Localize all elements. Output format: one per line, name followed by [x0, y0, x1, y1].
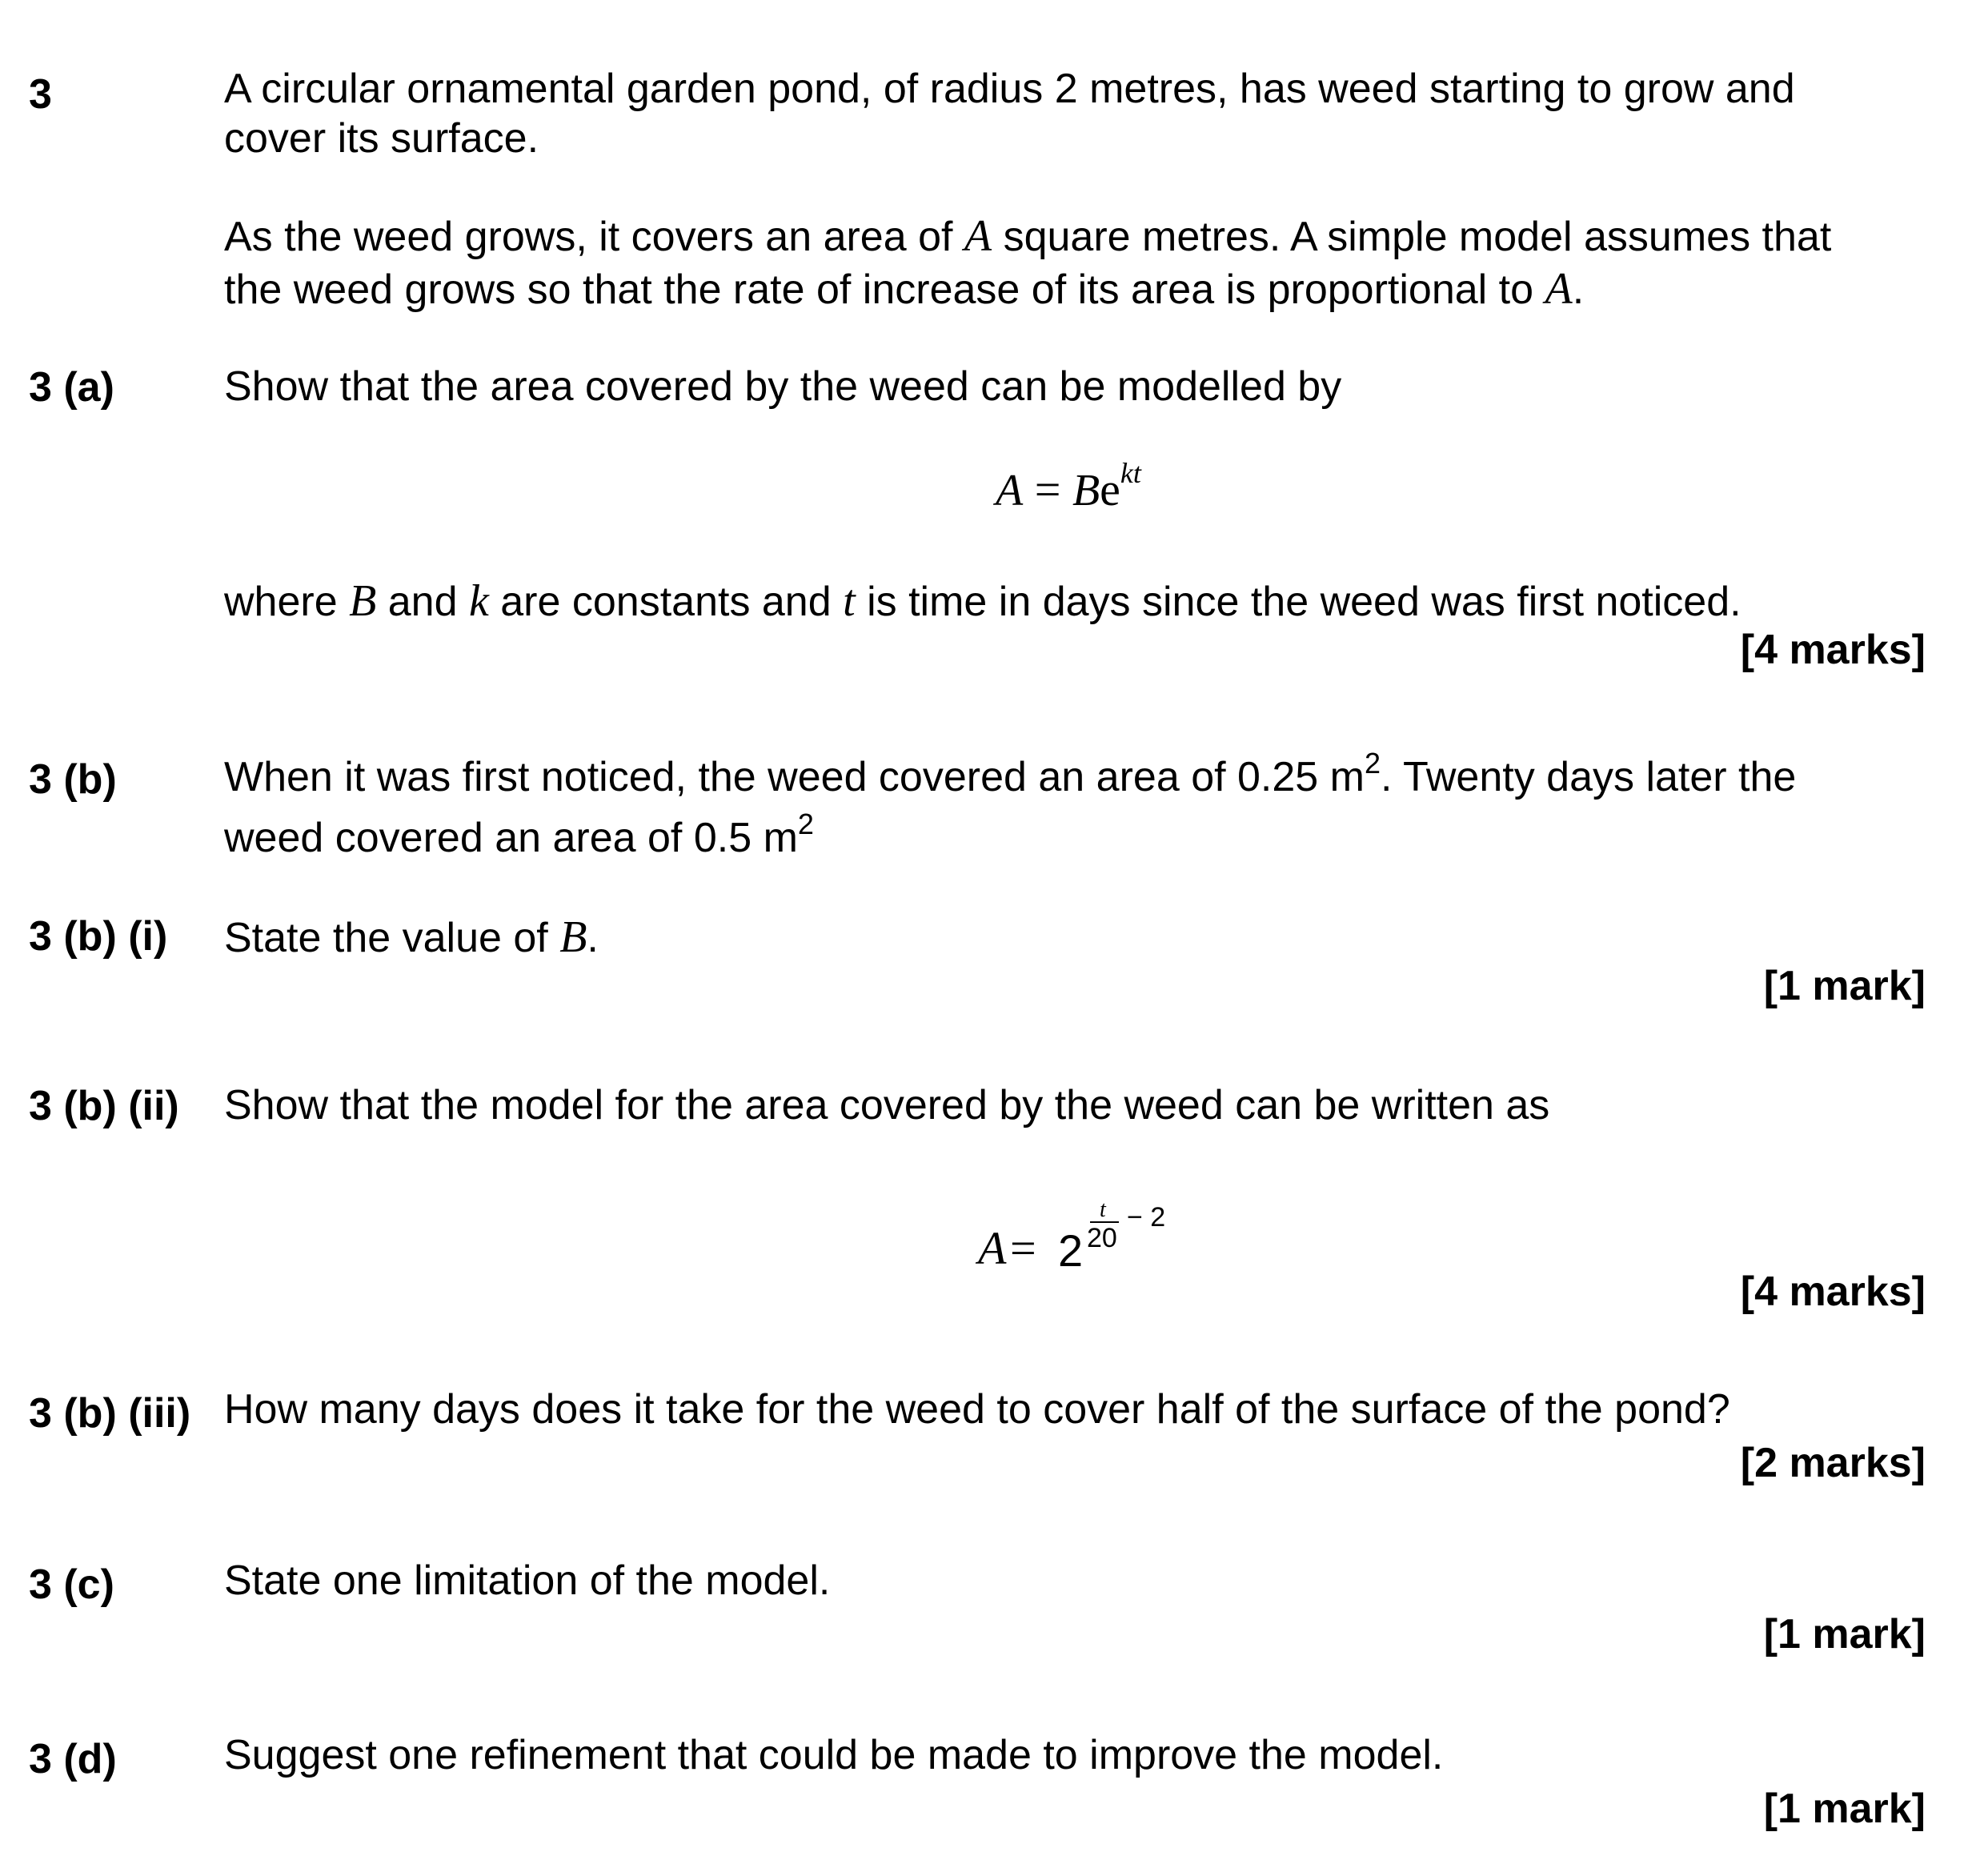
part-b-line-1: When it was first noticed, the weed covered an area of 0.25 $m^2$. Twenty days later the — [224, 747, 1797, 800]
part-bi-text: State the value of B. — [224, 912, 599, 962]
part-bii-marks: [4 marks] — [1740, 1269, 1926, 1315]
part-a-label: 3 (a) — [29, 364, 114, 411]
part-bi-label: 3 (b) (i) — [29, 913, 168, 960]
intro-line-2: cover its surface. — [224, 115, 539, 162]
part-d-label: 3 (d) — [29, 1736, 117, 1782]
question-number: 3 — [29, 71, 52, 118]
var-A: A — [1545, 264, 1573, 314]
part-bii-equation: A = 2 t 20 − 2 — [978, 1197, 1166, 1276]
var-A: A — [964, 211, 992, 261]
part-c-label: 3 (c) — [29, 1561, 114, 1608]
part-b-label: 3 (b) — [29, 756, 117, 803]
part-c-marks: [1 mark] — [1763, 1611, 1926, 1658]
intro-para2-line-2: the weed grows so that the rate of increase of its area is proportional to A. — [224, 264, 1585, 314]
part-a-text: Show that the area covered by the weed can be modelled by — [224, 363, 1342, 410]
intro-line-1: A circular ornamental garden pond, of radius 2 metres, has weed starting to grow and — [224, 66, 1795, 112]
part-bi-marks: [1 mark] — [1763, 963, 1926, 1009]
part-a-equation: $A = Be^{kt}$ — [996, 457, 1141, 515]
part-d-marks: [1 mark] — [1763, 1786, 1926, 1832]
part-c-text: State one limitation of the model. — [224, 1557, 831, 1604]
part-a-where-line: where B and k are constants and t is time in days since the weed was first noticed. — [224, 576, 1742, 626]
part-biii-text: How many days does it take for the weed to cover half of the surface of the pond? — [224, 1386, 1730, 1433]
part-bii-text: Show that the model for the area covered by the weed can be written as — [224, 1082, 1550, 1128]
part-a-marks: [4 marks] — [1740, 627, 1926, 673]
intro-para2-line-1: As the weed grows, it covers an area of A square metres. A simple model assumes that — [224, 211, 1832, 261]
part-bii-label: 3 (b) (ii) — [29, 1083, 179, 1129]
part-biii-marks: [2 marks] — [1740, 1440, 1926, 1486]
part-b-line-2: weed covered an area of 0.5 $m^2$ — [224, 808, 814, 861]
part-biii-label: 3 (b) (iii) — [29, 1390, 191, 1437]
part-d-text: Suggest one refinement that could be made to improve the model. — [224, 1732, 1444, 1778]
